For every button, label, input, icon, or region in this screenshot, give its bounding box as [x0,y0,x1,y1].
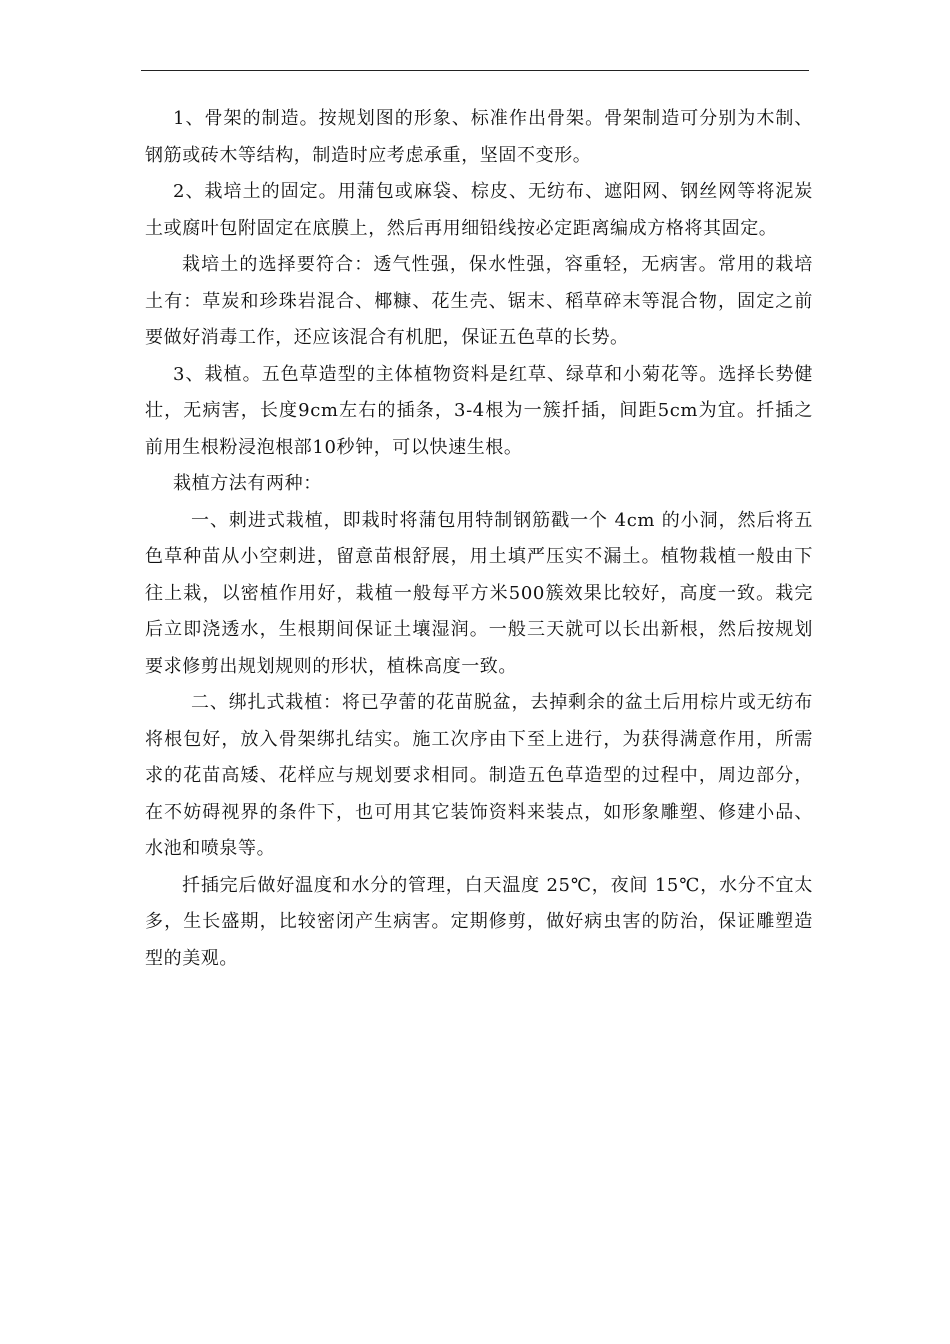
paragraph-planting-methods: 栽植方法有两种： [173,473,322,494]
document-body [145,101,813,977]
paragraph-soil-selection: 栽培土的选择要符合：透气性强，保水性强，容重轻，无病害。常用的栽培土有：草炭和珍珠岩混合、椰糠、花生壳、锯末、稻草碎末等混合物，固定之前要做好消毒工作，还应该混合有机肥，保证五色草的长势。 [145,254,813,348]
paragraph-aftercare: 扦插完后做好温度和水分的管理，白天温度 25℃，夜间 15℃，水分不宜太多，生长盛期，比较密闭产生病害。定期修剪，做好病虫害的防治，保证雕塑造型的美观。 [145,874,813,969]
paragraph-method-one: 一、刺进式栽植，即栽时将蒲包用特制钢筋戳一个 4cm 的小洞，然后将五色草种苗从小空刺进，留意苗根舒展，用土填严压实不漏土。植物栽植一般由下往上栽，以密植作用好，栽植一般每平方米500簇效果比较好，高度一致。栽完后立即浇透水，生根期间保证土壤湿润。一般三天就可以长出新根，然后按规划要求修剪出规划规则的形状，植株高度一致。 [145,509,813,677]
paragraph-frame-making: 1、骨架的制造。按规划图的形象、标准作出骨架。骨架制造可分别为木制、钢筋或砖木等结构，制造时应考虑承重，坚固不变形。 [145,108,813,166]
paragraph-soil-fixing: 2、栽培土的固定。用蒲包或麻袋、棕皮、无纺布、遮阳网、钢丝网等将泥炭土或腐叶包附固定在底膜上，然后再用细铅线按必定距离编成方格将其固定。 [145,181,813,239]
paragraph-method-two: 二、绑扎式栽植：将已孕蕾的花苗脱盆，去掉剩余的盆土后用棕片或无纺布将根包好，放入骨架绑扎结实。施工次序由下至上进行，为获得满意作用，所需求的花苗高矮、花样应与规划要求相同。制造五色草造型的过程中，周边部分，在不妨碍视界的条件下，也可用其它装饰资料来装点，如形象雕塑、修建小品、水池和喷泉等。 [145,692,813,859]
paragraph-planting: 3、栽植。五色草造型的主体植物资料是红草、绿草和小菊花等。选择长势健壮，无病害，长度9cm左右的插条，3-4根为一簇扦插，间距5cm为宜。扦插之前用生根粉浸泡根部10秒钟，可以快速生根。 [145,363,813,458]
header-rule [141,70,809,71]
